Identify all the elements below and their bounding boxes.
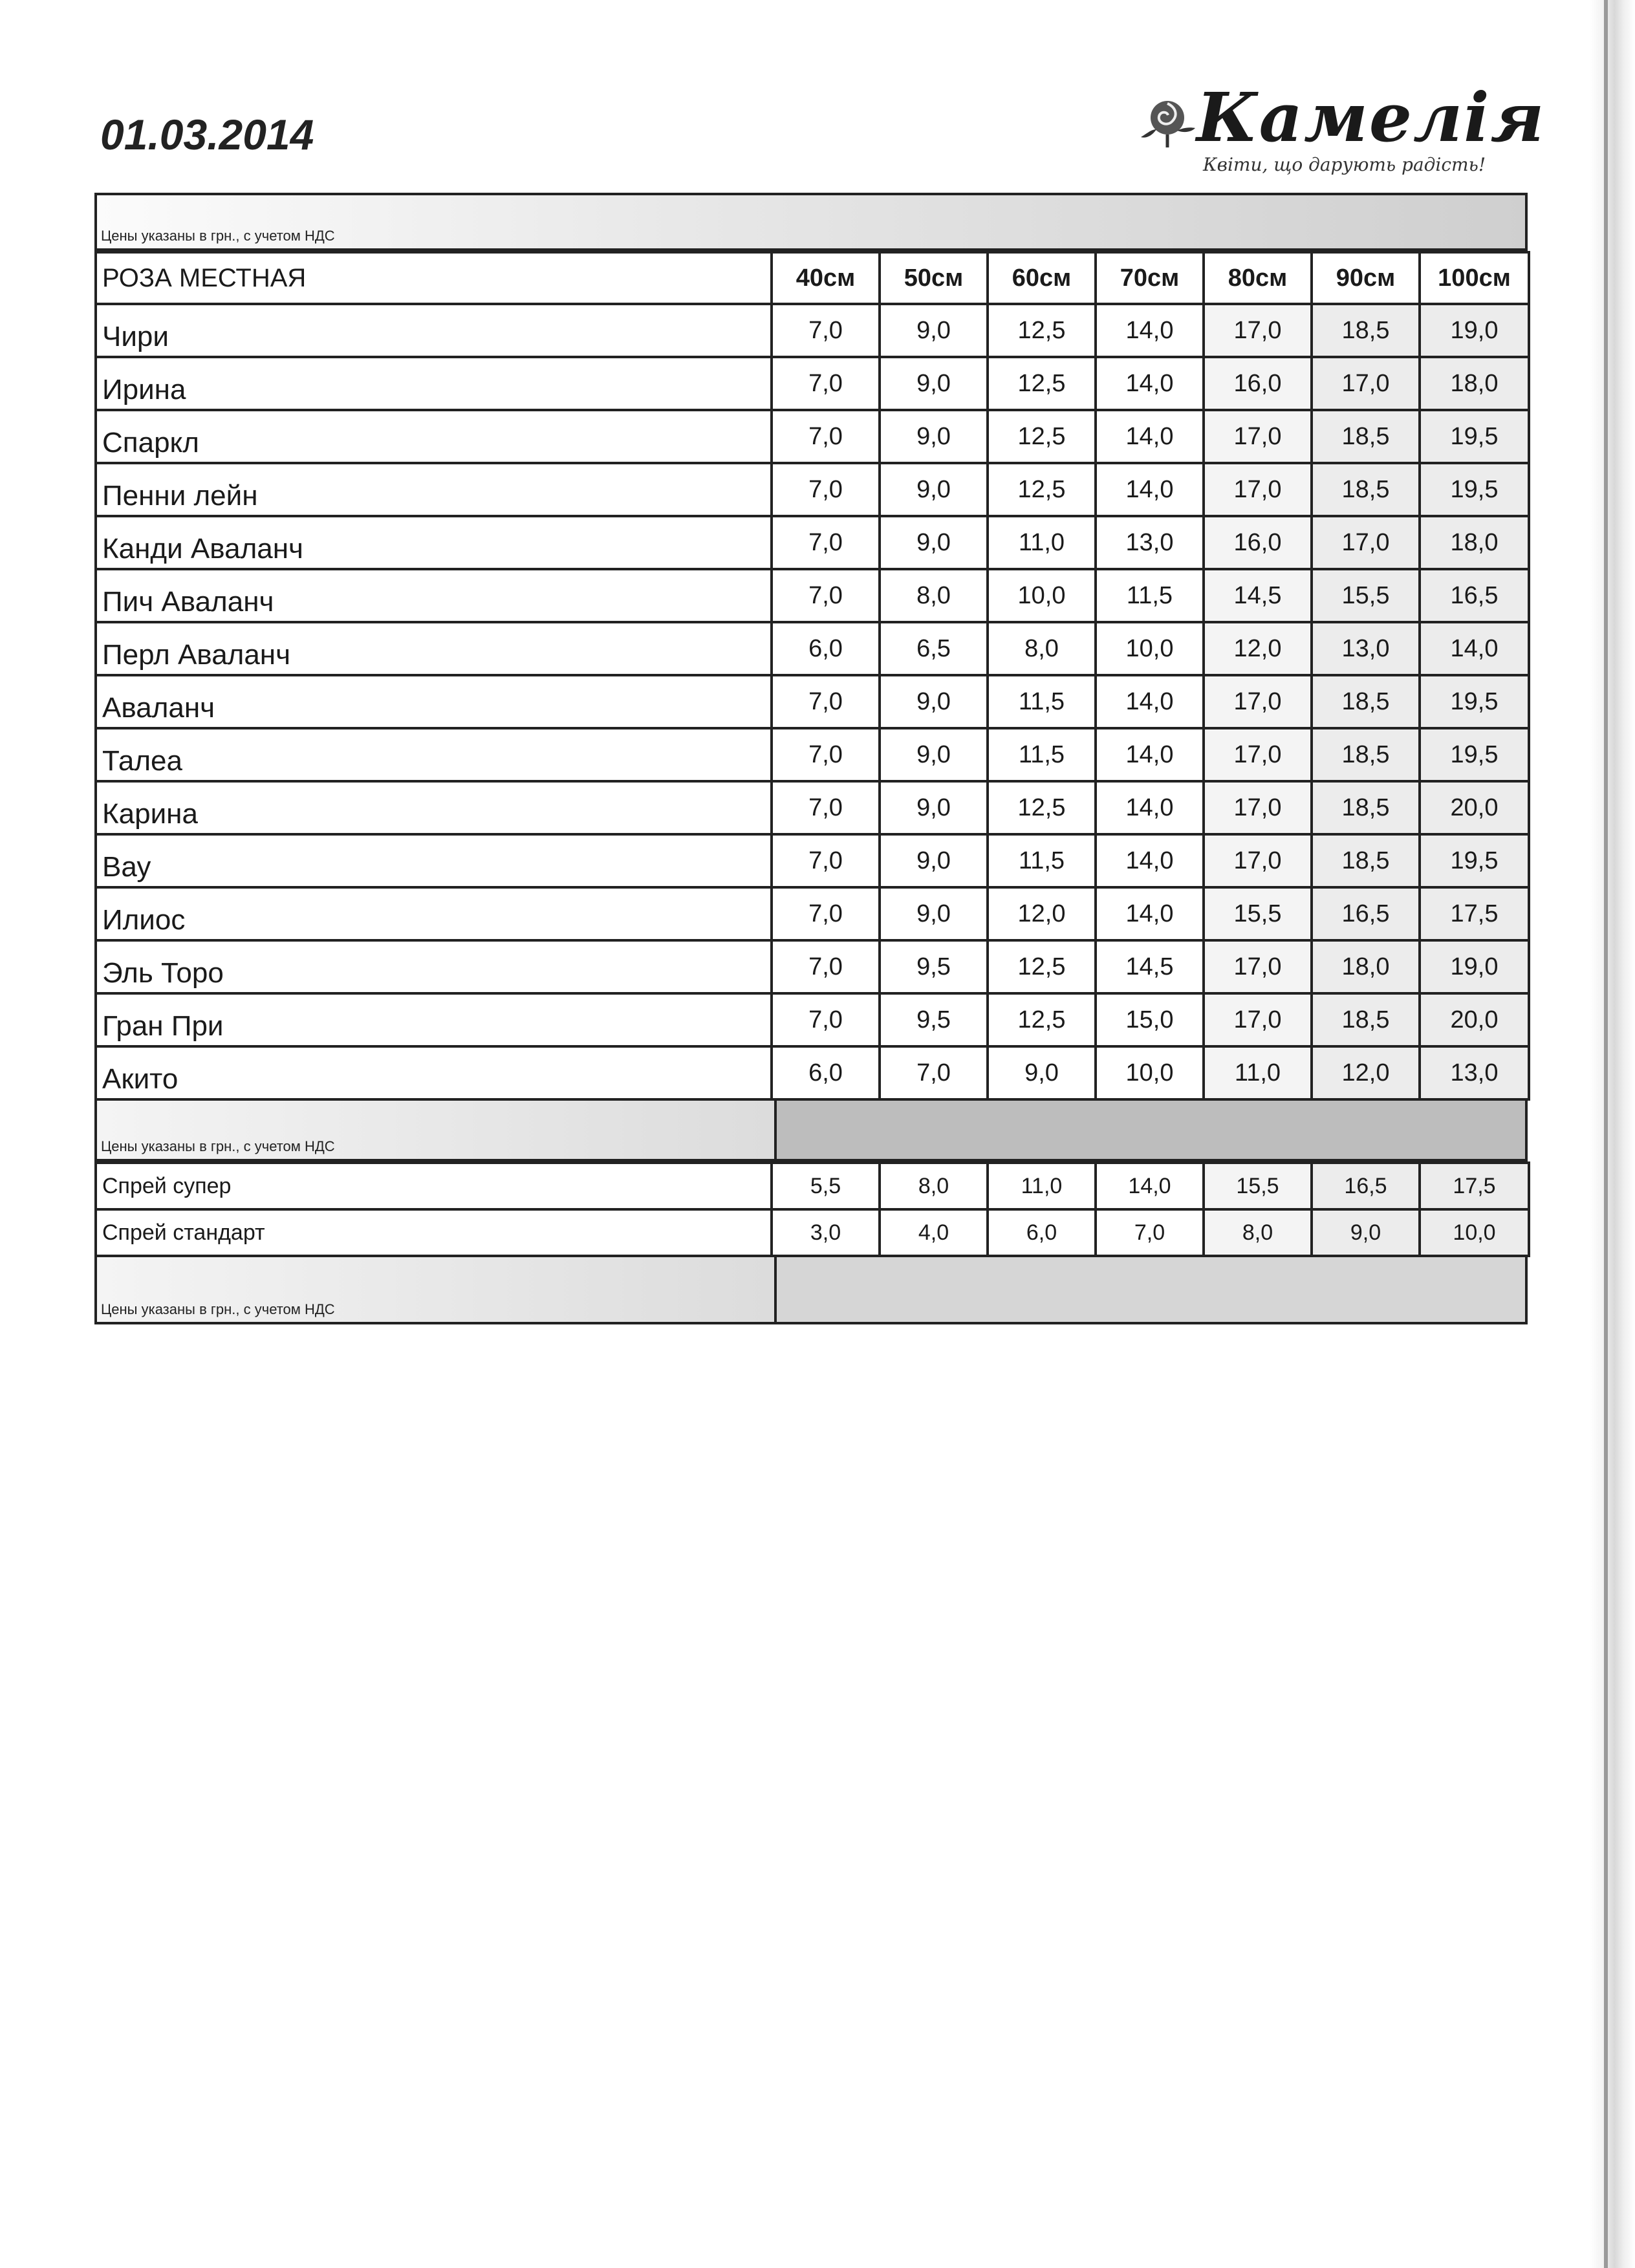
price-cell: 19,5: [1420, 728, 1529, 781]
spray-table: [94, 1161, 1530, 1257]
price-cell: 17,0: [1204, 728, 1312, 781]
price-cell: 18,0: [1420, 357, 1529, 410]
price-row: [96, 728, 1529, 781]
price-cell: 17,0: [1204, 940, 1312, 993]
variety-name: Гран При: [96, 993, 772, 1046]
price-row: [96, 304, 1529, 357]
price-cell: 7,0: [772, 887, 880, 940]
price-row: [96, 1046, 1529, 1099]
price-row: [96, 410, 1529, 463]
variety-name: Карина: [96, 781, 772, 834]
price-note-band: [94, 193, 1528, 251]
price-cell: 12,5: [988, 940, 1096, 993]
price-cell: 12,5: [988, 993, 1096, 1046]
variety-name: Перл Аваланч: [96, 622, 772, 675]
price-cell: 12,0: [988, 887, 1096, 940]
price-cell: 17,0: [1204, 834, 1312, 887]
price-cell: 14,0: [1096, 781, 1204, 834]
price-cell: 20,0: [1420, 781, 1529, 834]
price-row: [96, 940, 1529, 993]
shaded-cell: [777, 1257, 1525, 1322]
price-row: [96, 1163, 1529, 1209]
price-cell: 8,0: [880, 1163, 988, 1209]
price-cell: 17,0: [1204, 993, 1312, 1046]
price-row: [96, 516, 1529, 569]
price-cell: 15,5: [1312, 569, 1420, 622]
price-row: [96, 622, 1529, 675]
price-cell: 9,0: [880, 834, 988, 887]
price-cell: 7,0: [772, 675, 880, 728]
price-cell: 8,0: [988, 622, 1096, 675]
scan-line: [1604, 0, 1608, 2268]
price-cell: 11,0: [988, 1163, 1096, 1209]
price-cell: 18,5: [1312, 834, 1420, 887]
price-row: [96, 675, 1529, 728]
price-cell: 7,0: [772, 781, 880, 834]
price-cell: 7,0: [772, 940, 880, 993]
price-cell: 9,0: [880, 410, 988, 463]
price-cell: 7,0: [772, 357, 880, 410]
price-cell: 6,0: [988, 1209, 1096, 1256]
price-cell: 9,0: [880, 728, 988, 781]
price-cell: 17,0: [1204, 781, 1312, 834]
price-cell: 19,5: [1420, 675, 1529, 728]
price-cell: 3,0: [772, 1209, 880, 1256]
price-cell: 18,5: [1312, 781, 1420, 834]
price-cell: 16,0: [1204, 516, 1312, 569]
price-cell: 9,0: [880, 463, 988, 516]
rose-icon: [1138, 92, 1196, 150]
price-cell: 17,0: [1204, 304, 1312, 357]
price-note: Цены указаны в грн., с учетом НДС: [97, 1101, 777, 1159]
price-cell: 7,0: [880, 1046, 988, 1099]
price-cell: 13,0: [1096, 516, 1204, 569]
price-cell: 7,0: [772, 728, 880, 781]
price-cell: 14,0: [1096, 728, 1204, 781]
price-row: [96, 463, 1529, 516]
price-row: [96, 887, 1529, 940]
price-cell: 14,0: [1096, 675, 1204, 728]
price-cell: 15,5: [1204, 887, 1312, 940]
variety-name: Вау: [96, 834, 772, 887]
price-cell: 9,0: [880, 357, 988, 410]
price-cell: 18,5: [1312, 993, 1420, 1046]
price-cell: 17,0: [1204, 463, 1312, 516]
price-note: Цены указаны в грн., с учетом НДС: [97, 195, 1525, 248]
variety-name: Аваланч: [96, 675, 772, 728]
price-cell: 14,0: [1096, 463, 1204, 516]
price-cell: 19,5: [1420, 410, 1529, 463]
price-cell: 18,0: [1420, 516, 1529, 569]
price-cell: 14,0: [1096, 887, 1204, 940]
roses-body: [96, 304, 1529, 1099]
price-cell: 17,0: [1204, 675, 1312, 728]
price-cell: 6,0: [772, 1046, 880, 1099]
price-cell: 7,0: [772, 410, 880, 463]
price-cell: 20,0: [1420, 993, 1529, 1046]
spray-body: [96, 1163, 1529, 1256]
price-cell: 7,0: [772, 993, 880, 1046]
price-cell: 12,5: [988, 357, 1096, 410]
price-cell: 9,0: [880, 304, 988, 357]
price-cell: 8,0: [1204, 1209, 1312, 1256]
size-header: 90см: [1312, 252, 1420, 304]
price-row: [96, 357, 1529, 410]
price-row: [96, 569, 1529, 622]
price-cell: 4,0: [880, 1209, 988, 1256]
shaded-cell: [777, 1101, 1525, 1159]
price-cell: 13,0: [1312, 622, 1420, 675]
variety-name: Пенни лейн: [96, 463, 772, 516]
price-cell: 17,5: [1420, 887, 1529, 940]
price-cell: 16,5: [1312, 887, 1420, 940]
price-cell: 9,0: [988, 1046, 1096, 1099]
price-cell: 16,5: [1420, 569, 1529, 622]
brand-name: Камелія: [1196, 78, 1546, 157]
brand-tagline: Квіти, що дарують радість!: [1203, 154, 1486, 175]
price-cell: 19,0: [1420, 304, 1529, 357]
price-cell: 8,0: [880, 569, 988, 622]
price-cell: 9,5: [880, 940, 988, 993]
price-cell: 9,0: [880, 781, 988, 834]
size-header: 60см: [988, 252, 1096, 304]
price-cell: 9,0: [880, 675, 988, 728]
price-cell: 6,5: [880, 622, 988, 675]
price-cell: 11,0: [988, 516, 1096, 569]
price-cell: 10,0: [1096, 1046, 1204, 1099]
price-cell: 10,0: [988, 569, 1096, 622]
price-cell: 12,5: [988, 410, 1096, 463]
price-cell: 7,0: [772, 463, 880, 516]
price-sheet: [94, 193, 1528, 1324]
variety-name: Эль Торо: [96, 940, 772, 993]
price-cell: 14,0: [1096, 304, 1204, 357]
variety-name: Пич Аваланч: [96, 569, 772, 622]
price-row: [96, 834, 1529, 887]
variety-name: Спрей стандарт: [96, 1209, 772, 1256]
size-header: 80см: [1204, 252, 1312, 304]
price-cell: 14,0: [1096, 357, 1204, 410]
price-cell: 9,0: [880, 887, 988, 940]
price-note-band: [94, 1101, 1528, 1161]
price-cell: 14,5: [1096, 940, 1204, 993]
price-cell: 7,0: [1096, 1209, 1204, 1256]
price-cell: 7,0: [772, 569, 880, 622]
price-list-date: 01.03.2014: [100, 111, 314, 158]
size-header: 50см: [880, 252, 988, 304]
price-cell: 10,0: [1096, 622, 1204, 675]
price-cell: 14,0: [1096, 410, 1204, 463]
price-cell: 16,5: [1312, 1163, 1420, 1209]
price-cell: 18,5: [1312, 304, 1420, 357]
price-cell: 14,0: [1096, 834, 1204, 887]
price-note: Цены указаны в грн., с учетом НДС: [97, 1257, 777, 1322]
price-cell: 14,0: [1096, 1163, 1204, 1209]
price-cell: 18,0: [1312, 940, 1420, 993]
price-cell: 11,5: [988, 675, 1096, 728]
price-cell: 7,0: [772, 304, 880, 357]
price-cell: 9,0: [880, 516, 988, 569]
price-cell: 11,5: [988, 834, 1096, 887]
brand-logo: [1138, 78, 1546, 181]
price-cell: 16,0: [1204, 357, 1312, 410]
price-cell: 15,5: [1204, 1163, 1312, 1209]
price-cell: 17,0: [1312, 516, 1420, 569]
price-cell: 17,0: [1312, 357, 1420, 410]
roses-title: РОЗА МЕСТНАЯ: [96, 252, 772, 304]
variety-name: Спаркл: [96, 410, 772, 463]
variety-name: Акито: [96, 1046, 772, 1099]
scan-edge: [1590, 0, 1635, 2268]
price-cell: 9,0: [1312, 1209, 1420, 1256]
price-cell: 11,0: [1204, 1046, 1312, 1099]
variety-name: Ирина: [96, 357, 772, 410]
variety-name: Канди Аваланч: [96, 516, 772, 569]
size-header: 100см: [1420, 252, 1529, 304]
price-cell: 18,5: [1312, 410, 1420, 463]
price-note-band: [94, 1257, 1528, 1324]
size-header: 40см: [772, 252, 880, 304]
price-cell: 10,0: [1420, 1209, 1529, 1256]
price-cell: 18,5: [1312, 463, 1420, 516]
price-cell: 12,0: [1204, 622, 1312, 675]
price-row: [96, 993, 1529, 1046]
price-cell: 12,5: [988, 304, 1096, 357]
price-cell: 19,0: [1420, 940, 1529, 993]
price-cell: 15,0: [1096, 993, 1204, 1046]
price-row: [96, 1209, 1529, 1256]
price-cell: 9,5: [880, 993, 988, 1046]
price-cell: 19,5: [1420, 463, 1529, 516]
size-header: 70см: [1096, 252, 1204, 304]
variety-name: Спрей супер: [96, 1163, 772, 1209]
variety-name: Чири: [96, 304, 772, 357]
price-cell: 18,5: [1312, 728, 1420, 781]
price-cell: 14,0: [1420, 622, 1529, 675]
price-cell: 18,5: [1312, 675, 1420, 728]
price-cell: 7,0: [772, 516, 880, 569]
price-cell: 5,5: [772, 1163, 880, 1209]
price-cell: 19,5: [1420, 834, 1529, 887]
price-cell: 17,0: [1204, 410, 1312, 463]
price-cell: 6,0: [772, 622, 880, 675]
price-cell: 12,5: [988, 781, 1096, 834]
price-cell: 17,5: [1420, 1163, 1529, 1209]
price-cell: 11,5: [1096, 569, 1204, 622]
price-cell: 12,0: [1312, 1046, 1420, 1099]
price-row: [96, 781, 1529, 834]
price-cell: 11,5: [988, 728, 1096, 781]
variety-name: Талеа: [96, 728, 772, 781]
price-cell: 14,5: [1204, 569, 1312, 622]
roses-header-row: [96, 252, 1529, 304]
price-cell: 13,0: [1420, 1046, 1529, 1099]
roses-table: [94, 251, 1530, 1101]
price-cell: 12,5: [988, 463, 1096, 516]
price-cell: 7,0: [772, 834, 880, 887]
variety-name: Илиос: [96, 887, 772, 940]
